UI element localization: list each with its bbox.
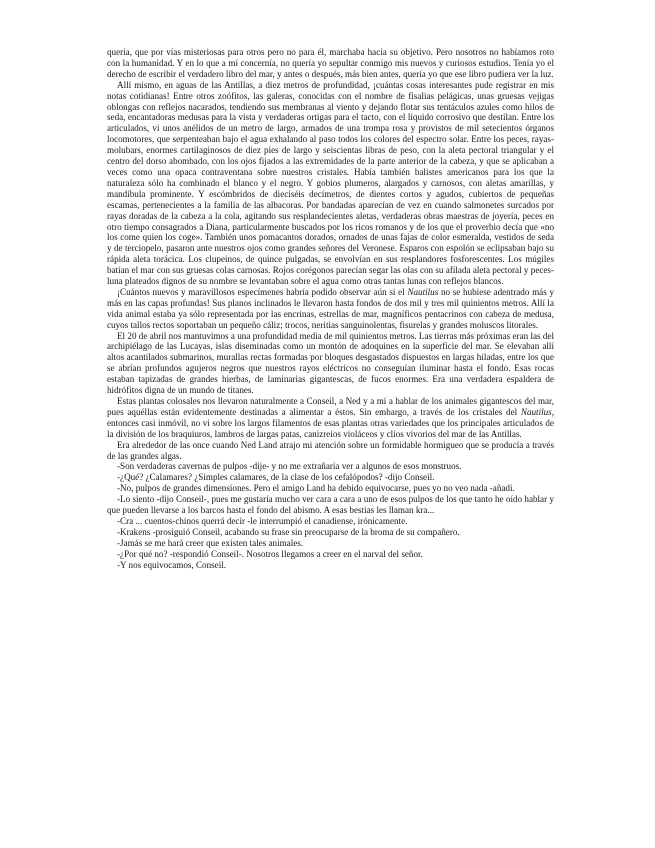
text-run: -No, pulpos de grandes dimensiones. Pero el amigo Land ha debido equivocarse, pues yo no veo nada -añadí.	[117, 483, 515, 494]
dialogue-line	[107, 483, 554, 494]
text-run: Estas plantas colosales nos llevaron naturalmente a Conseil, a Ned y a mí a hablar de los animales gigantescos del mar, pues aquéllas están evidentemente destinadas a alimentar a éstos. Sin embargo, a través de los cristales del	[107, 396, 554, 417]
dialogue-line	[107, 538, 554, 549]
paragraph	[107, 331, 554, 396]
dialogue-line	[107, 527, 554, 538]
paragraph	[107, 440, 554, 462]
text-run: quería, que por vías misteriosas para otros pero no para él, marchaba hacia su objetivo. Pero nosotros no habíamos roto con la humanidad. Y en lo que a mí concernía, no quería yo sepultar conmigo mis nuevos y curiosos estudios. Tenía yo el derecho de escribir el verdadero libro del mar, y antes o después, más bien antes, quería yo que ese libro pudiera ver la luz.	[107, 47, 554, 79]
text-run: -Cra ... cuentos-chinos querrá decir -le interrumpió el canadiense, irónicamente.	[117, 515, 408, 526]
dialogue-line	[107, 560, 554, 571]
text-run: , entonces casi inmóvil, no vi sobre los largos filamentos de esas plantas otras variedades que los principales articulados de la división de los braquiuros, lambros de largas patas, canizreios violáceos y clíos vivorios del mar de las Antillas.	[107, 406, 554, 439]
dialogue-line	[107, 549, 554, 560]
paragraph	[107, 396, 554, 440]
ship-name: Nautilus	[520, 406, 552, 417]
dialogue-line	[107, 461, 554, 472]
text-run: Era alrededor de las once cuando Ned Land atrajo mi atención sobre un formidable hormigueo que se producía a través de las grandes algas.	[107, 439, 554, 461]
paragraph	[107, 287, 554, 331]
text-run: -Jamás se me hará creer que existen tales animales.	[117, 537, 304, 548]
text-run: El 20 de abril nos mantuvimos a una profundidad media de mil quinientos metros. Las tierras más próximas eran las del archipiélago de las Lucayas, islas diseminadas como un montón de adoquines en la superficie del mar. Se elevaban allí altos acantilados submarinos, murallas rectas formadas por bloques desgastados dispuestos en largas hiladas, entre los que se abrían profundos agujeros negros que nuestros rayos eléctricos no conseguían iluminar hasta el fondo. Esas rocas estaban tapizadas de grandes hierbas, de laminarias gigantescas, de fucos enormes. Era una verdadera espaldera de hidrófitos digna de un mundo de titanes.	[107, 330, 554, 396]
document-page	[107, 47, 554, 571]
text-run: ¡Cuántos nuevos y maravillosos especímenes habría podido observar aún si el	[117, 286, 408, 297]
dialogue-line	[107, 494, 554, 516]
text-run: -Krakens -prosiguió Conseil, acabando su frase sin preocuparse de la broma de su compañero.	[117, 526, 460, 537]
paragraph	[107, 80, 554, 287]
dialogue-line	[107, 516, 554, 527]
text-run: -¿Qué? ¿Calamares? ¿Simples calamares, de la clase de los cefalópodos? -dijo Conseil.	[117, 472, 435, 483]
text-run: -Lo siento -dijo Conseil-, pues me gustaría mucho ver cara a cara a uno de esos pulpos de los que tanto he oído hablar y que pueden llevarse a los barcos hasta el fondo del abismo. A esas bestias les llaman kra...	[107, 494, 554, 516]
ship-name: Nautilus	[407, 286, 439, 297]
text-run: -Y nos equivocamos, Conseil.	[117, 559, 227, 570]
text-run: Allí mismo, en aguas de las Antillas, a diez metros de profundidad, ¡cuántas cosas interesantes pude registrar en mis notas cotidianas! Entre otros zoófitos, las galeras, conocidas con el nombre de fisalias pelágicas, unas gruesas vejigas oblongas con reflejos nacarados, tendiendo sus membranas al viento y dejando flotar sus tentáculos azules como hilos de seda, encantadoras medusas para la vista y verdaderas ortigas para el tacto, con el líquido corrosivo que destilan. Entre los articulados, vi unos anélidos de un metro de largo, armados de una trompa rosa y provistos de mil setecientos órganos locomotores, que serpenteaban bajo el agua exhalando al paso todos los colores del espectro solar. Entre los peces, rayas-molubars, enormes cartilaginosos de diez pies de largo y seiscientas libras de peso, con la aleta pectoral triangular y el centro del dorso abombado, con los ojos fijados a las extremidades de la parte anterior de la cabeza, y que se aplicaban a veces como una opaca contraventana sobre nuestros cristales. Había también balistes americanos para los que la naturaleza sólo ha combinado el blanco y el negro. Y gobios plumeros, alargados y carnosos, con aletas amarillas, y mandíbula prominente. Y escómbridos de dieciséis decímetros, de dientes cortos y agudos, cubiertos de pequeñas escamas, pertenecientes a la familia de las albacoras. Por bandadas aparecían de vez en cuando salmonetes surcados por rayas doradas de la cabeza a la cola, agitando sus resplandecientes aletas, verdaderas obras maestras de joyería, peces en otro tiempo consagrados a Diana, particularmente buscados por los ricos romanos y de los que el proverbio decía que «no los come quien los coge». También unos pomacantos dorados, ornados de unas fajas de color esmeralda, vestidos de seda y de terciopelo, pasaron ante nuestros ojos como grandes señores del Veronese. Esparos con espolón se eclipsaban bajo su rápida aleta torácica. Los clupeinos, de quince pulgadas, se envolvían en sus resplandores fosforescentes. Los múgiles batían el mar con sus gruesas colas carnosas. Rojos corégonos parecían segar las olas con su afilada aleta pectoral y peces-luna plateados dignos de su nombre se levantaban sobre el agua como otras tantas lunas con reflejos blancos.	[107, 79, 554, 287]
text-run: no se hubiese adentrado más y más en las capas profundas! Sus planos inclinados le llevaron hasta fondos de dos mil y tres mil quinientos metros. Allí la vida animal estaba ya sólo representada por las encrinas, estrellas de mar, magníficos pentacrinos con cabeza de medusa, cuyos tallos rectos soportaban un pequeño cáliz; trocos, neritias sanguinolentas, fisurelas y grandes moluscos litorales.	[107, 286, 554, 330]
text-run: -¿Por qué no? -respondió Conseil-. Nosotros llegamos a creer en el narval del señor.	[117, 548, 423, 559]
text-run: -Son verdaderas cavernas de pulpos -dije- y no me extrañaría ver a algunos de esos monstruos.	[117, 461, 462, 472]
dialogue-line	[107, 472, 554, 483]
paragraph	[107, 47, 554, 80]
